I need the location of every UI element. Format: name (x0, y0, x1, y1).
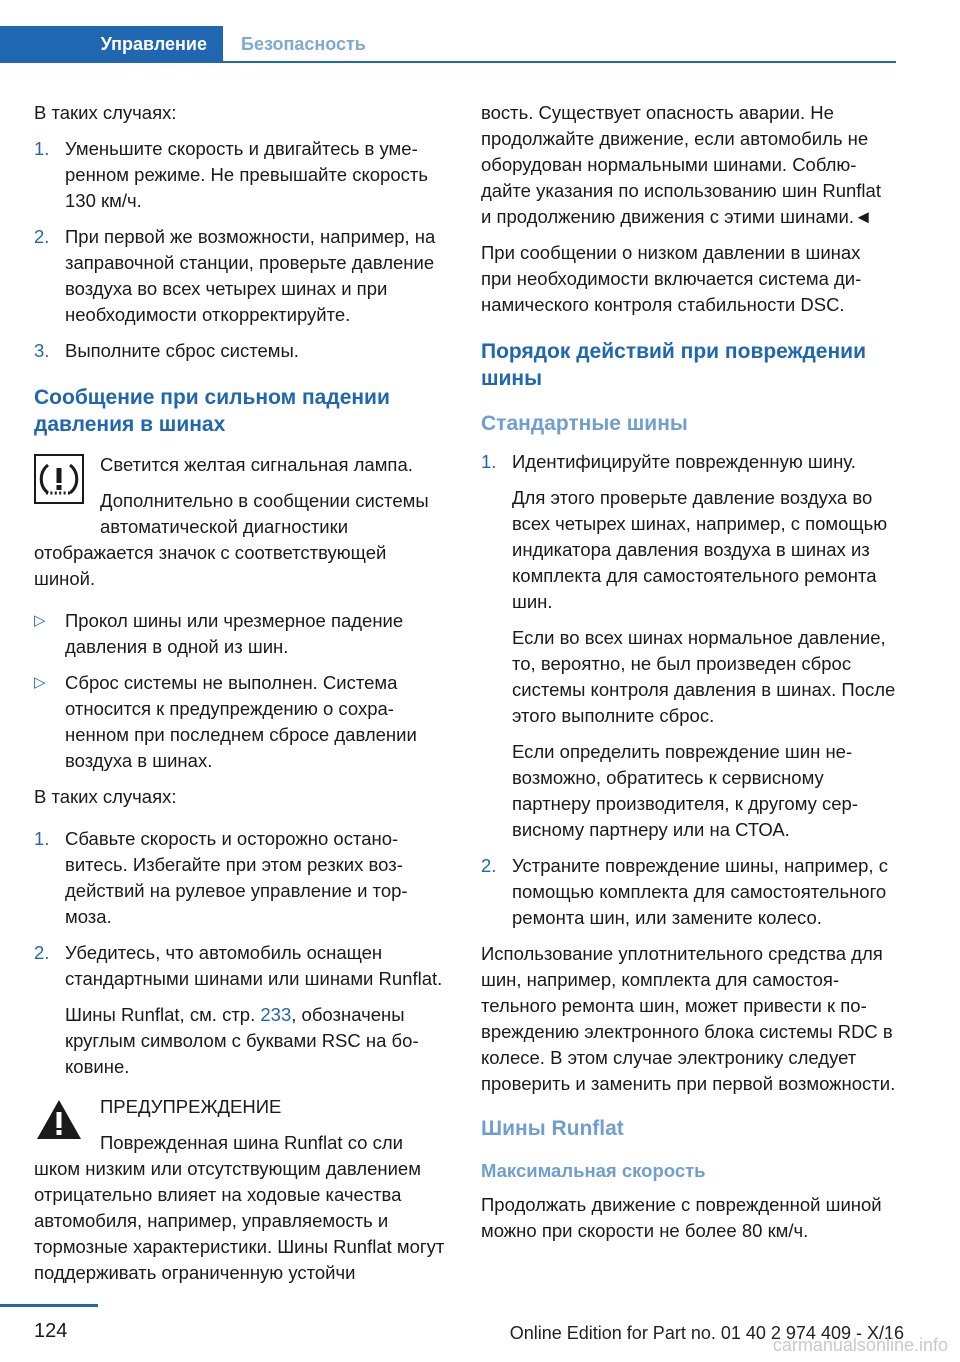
warning-triangle-icon (34, 1096, 84, 1146)
triangle-bullet-icon: ▷ (34, 674, 46, 691)
tab-controls[interactable] (0, 26, 223, 62)
step-text: Уменьшите скорость и двигайтесь в умеренном режиме. Не превышайте скорость 130 км/ч. (65, 138, 428, 211)
intro-text: В таких случаях: (34, 102, 177, 123)
step-text: При первой же возможности, например, на заправочной станции, проверьте давление воздуха во всех четырех шинах и при необходимости откорректируйте. (65, 226, 436, 325)
steps-list-1 (34, 136, 446, 364)
section-heading: Порядок действий при повреждении шины (481, 340, 866, 390)
step-note-text: Шины Runflat, см. стр. (65, 1004, 261, 1025)
watermark: carmanualsonline.info (772, 1335, 948, 1355)
indicator-text-1: Светится желтая сигнальная лампа. (100, 454, 413, 475)
list-item (34, 826, 446, 930)
subsection-heading: Стандартные шины (481, 412, 688, 435)
warning-block (34, 1094, 446, 1156)
step-number: 3. (34, 340, 50, 361)
intro-text-2: В таких случаях: (34, 786, 177, 807)
list-item (34, 136, 446, 214)
list-item (34, 224, 446, 328)
list-item (481, 853, 896, 931)
section-heading: Сообщение при сильном падении давления в шинах (34, 386, 390, 436)
step-note (65, 1002, 446, 1080)
edition-text: Online Edition for Part no. 01 40 2 974 409 - X/16 (509, 1323, 904, 1343)
list-item (481, 449, 896, 843)
step-text: Выполните сброс системы. (65, 340, 299, 361)
list-item (34, 670, 446, 774)
warning-title: ПРЕДУПРЕЖДЕНИЕ (100, 1096, 282, 1117)
list-item (34, 608, 446, 660)
indicator-text-cont: отображается значок с соответствующей шиной. (34, 542, 387, 589)
header-bar (0, 26, 896, 62)
step-text: Устраните повреждение шины, например, с помощью комплекта для самостоятельного ремонта шин, или замените колесо. (512, 855, 888, 928)
step-number: 1. (34, 138, 50, 159)
step-text: Идентифицируйте поврежденную шину. (512, 451, 856, 472)
page-reference-link[interactable]: 233 (260, 1004, 292, 1025)
right-column (481, 100, 896, 1254)
step-text: Убедитесь, что автомобиль оснащен стандартными шинами или шинами Runflat. (65, 942, 443, 989)
tab-safety-label: Безопасность (241, 34, 366, 54)
footer-rule (0, 1304, 98, 1307)
step-number: 2. (481, 855, 497, 876)
indicator-text-2: Дополнительно в сообщении системы автоматической диагностики (100, 490, 429, 537)
tab-safety[interactable] (223, 26, 366, 62)
step-number: 2. (34, 226, 50, 247)
step-text: Сбавьте скорость и осторожно остановитесь. Избегайте при этом резких воздействий на рулевое управление и тормоза. (65, 828, 408, 927)
speed-paragraph: Продолжать движение с поврежденной шиной можно при скорости не более 80 км/ч. (481, 1194, 882, 1241)
step-number: 1. (34, 828, 50, 849)
warning-text: Поврежденная шина Runflat со сли (100, 1132, 403, 1153)
step-number: 2. (34, 942, 50, 963)
tab-controls-label: Управление (100, 34, 207, 54)
bullet-text: Прокол шины или чрезмерное падение давления в одной из шин. (65, 610, 404, 657)
warning-continuation: вость. Существует опасность аварии. Не продолжайте движение, если автомобиль не оборудован нормальными шинами. Соблюдайте указания по использованию шин Runflat и продолжению движения с этими шинами.◄ (481, 102, 881, 227)
left-column (34, 100, 446, 1296)
steps-list-2 (34, 826, 446, 1080)
minor-heading: Максимальная скорость (481, 1160, 706, 1181)
tire-pressure-warning-icon (34, 454, 84, 504)
dsc-paragraph: При сообщении о низком давлении в шинах при необходимости включается система динамического контроля стабильности DSC. (481, 242, 862, 315)
steps-list-3 (481, 449, 896, 931)
step-note: Если во всех шинах нормальное давление, то, вероятно, не был произведен сброс системы контроля давления в шинах. После этого выполните сброс. (512, 627, 896, 726)
bullet-text: Сброс системы не выполнен. Система относится к предупреждению о сохраненном при последнем сбросе давлении воздуха в шинах. (65, 672, 417, 771)
header-rule (0, 61, 896, 63)
step-note-text-end: , обозначены круглым символом с буквами RSC на боковине. (65, 1004, 419, 1077)
sealant-paragraph: Использование уплотнительного средства для шин, например, комплекта для самостоятельного ремонта шин, может привести к повреждению электронного блока системы RDC в колесе. В этом случае электронику следует проверить и заменить при первой возможности. (481, 943, 896, 1094)
list-item (34, 940, 446, 1080)
step-number: 1. (481, 451, 497, 472)
warning-text-cont: шком низким или отсутствующим давлением отрицательно влияет на ходовые качества автомобиля, например, управляемость и тормозные характеристики. Шины Runflat могут поддерживать ограниченную устойчи (34, 1158, 445, 1283)
subsection-heading: Шины Runflat (481, 1117, 624, 1140)
step-note: Для этого проверьте давление воздуха во всех четырех шинах, например, с помощью индикатора давления воздуха в шинах из комплекта для самостоятельного ремонта шин. (512, 487, 888, 612)
page-number: 124 (34, 1320, 68, 1342)
cause-list (34, 608, 446, 774)
indicator-block (34, 452, 446, 540)
step-note: Если определить повреждение шин невозможно, обратитесь к сервисному партнеру производителя, к другому сервисному партнеру или на СТОА. (512, 741, 859, 840)
list-item (34, 338, 446, 364)
triangle-bullet-icon: ▷ (34, 612, 46, 629)
